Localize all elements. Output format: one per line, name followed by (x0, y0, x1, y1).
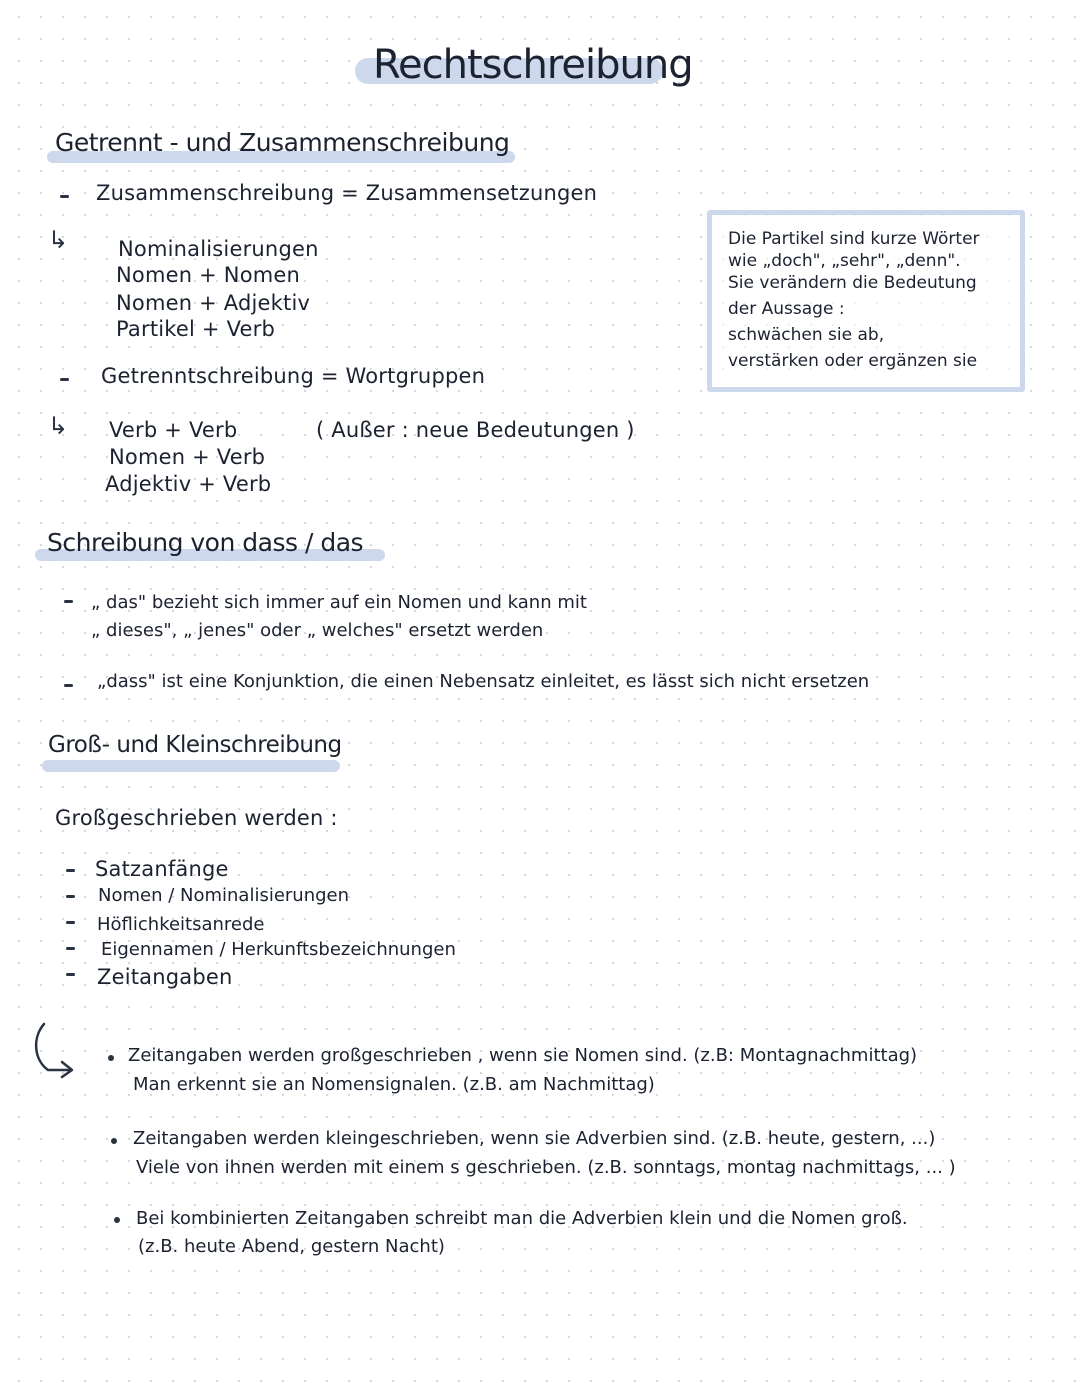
dash-icon (60, 378, 69, 381)
page-title: Rechtschreibung (373, 42, 693, 88)
dash-icon (60, 195, 69, 198)
getrennt-line: Getrenntschreibung = Wortgruppen (101, 364, 486, 388)
box-line: Sie verändern die Bedeutung (728, 273, 977, 293)
arrow-right-icon: ↳ (48, 412, 69, 440)
list-item: Zeitangaben (97, 965, 233, 989)
dash-icon (66, 895, 75, 898)
list-item: Nomen + Nomen (116, 263, 301, 287)
das-line-2: „ dieses", „ jenes" oder „ welches" ersetzt werden (91, 620, 544, 641)
sub-heading: Großgeschrieben werden : (55, 806, 338, 830)
heading-dass-das: Schreibung von dass / das (47, 528, 364, 557)
box-line: Die Partikel sind kurze Wörter (728, 229, 980, 249)
bullet-icon (114, 1217, 120, 1223)
bullet-3-line-2: (z.B. heute Abend, gestern Nacht) (138, 1236, 445, 1257)
list-item: Partikel + Verb (116, 317, 276, 341)
dash-icon (64, 684, 73, 687)
dash-icon (66, 921, 75, 924)
dash-icon (64, 600, 73, 603)
bullet-icon (111, 1138, 117, 1144)
list-item: Nomen + Adjektiv (116, 291, 311, 315)
arrow-right-icon: ↳ (48, 226, 69, 254)
zusammen-line: Zusammenschreibung = Zusammensetzungen (96, 181, 598, 205)
page-title-block (355, 38, 693, 98)
heading-highlight (42, 760, 340, 772)
partikel-info-box (707, 210, 1025, 392)
bullet-3-line-1: Bei kombinierten Zeitangaben schreibt man die Adverbien klein und die Nomen groß. (136, 1208, 908, 1229)
list-item: Höflichkeitsanrede (97, 914, 265, 935)
das-line-1: „ das" bezieht sich immer auf ein Nomen und kann mit (91, 592, 587, 613)
dash-icon (66, 973, 75, 976)
list-item: Adjektiv + Verb (105, 472, 272, 496)
heading-getrennt-zusammen: Getrennt - und Zusammenschreibung (55, 128, 510, 157)
dash-icon (66, 869, 75, 872)
list-item: Eigennamen / Herkunftsbezeichnungen (101, 939, 456, 960)
box-line: der Aussage : (728, 299, 845, 319)
bullet-2-line-1: Zeitangaben werden kleingeschrieben, wenn sie Adverbien sind. (z.B. heute, gestern, ...) (133, 1128, 936, 1149)
box-line: wie „doch", „sehr", „denn". (728, 251, 961, 271)
bullet-icon (108, 1055, 114, 1061)
dass-line: „dass" ist eine Konjunktion, die einen Nebensatz einleitet, es lässt sich nicht ersetzen (97, 671, 870, 692)
bullet-2-line-2: Viele von ihnen werden mit einem s geschrieben. (z.B. sonntags, montag nachmittags, ... ) (136, 1157, 956, 1178)
list-item: Nomen + Verb (109, 445, 266, 469)
bullet-1-line-1: Zeitangaben werden großgeschrieben , wenn sie Nomen sind. (z.B: Montagnachmittag) (128, 1045, 918, 1066)
list-item: Satzanfänge (95, 857, 229, 881)
box-line: schwächen sie ab, (728, 325, 885, 345)
bullet-1-line-2: Man erkennt sie an Nomensignalen. (z.B. am Nachmittag) (133, 1074, 655, 1095)
dash-icon (66, 947, 75, 950)
curved-arrow-icon (30, 1020, 80, 1080)
list-item: Nominalisierungen (118, 237, 319, 261)
list-item: Verb + Verb (109, 418, 238, 442)
box-line: verstärken oder ergänzen sie (728, 351, 978, 371)
ausser-note: ( Außer : neue Bedeutungen ) (316, 418, 635, 442)
list-item: Nomen / Nominalisierungen (98, 885, 350, 906)
heading-gross-klein: Groß- und Kleinschreibung (48, 732, 342, 758)
